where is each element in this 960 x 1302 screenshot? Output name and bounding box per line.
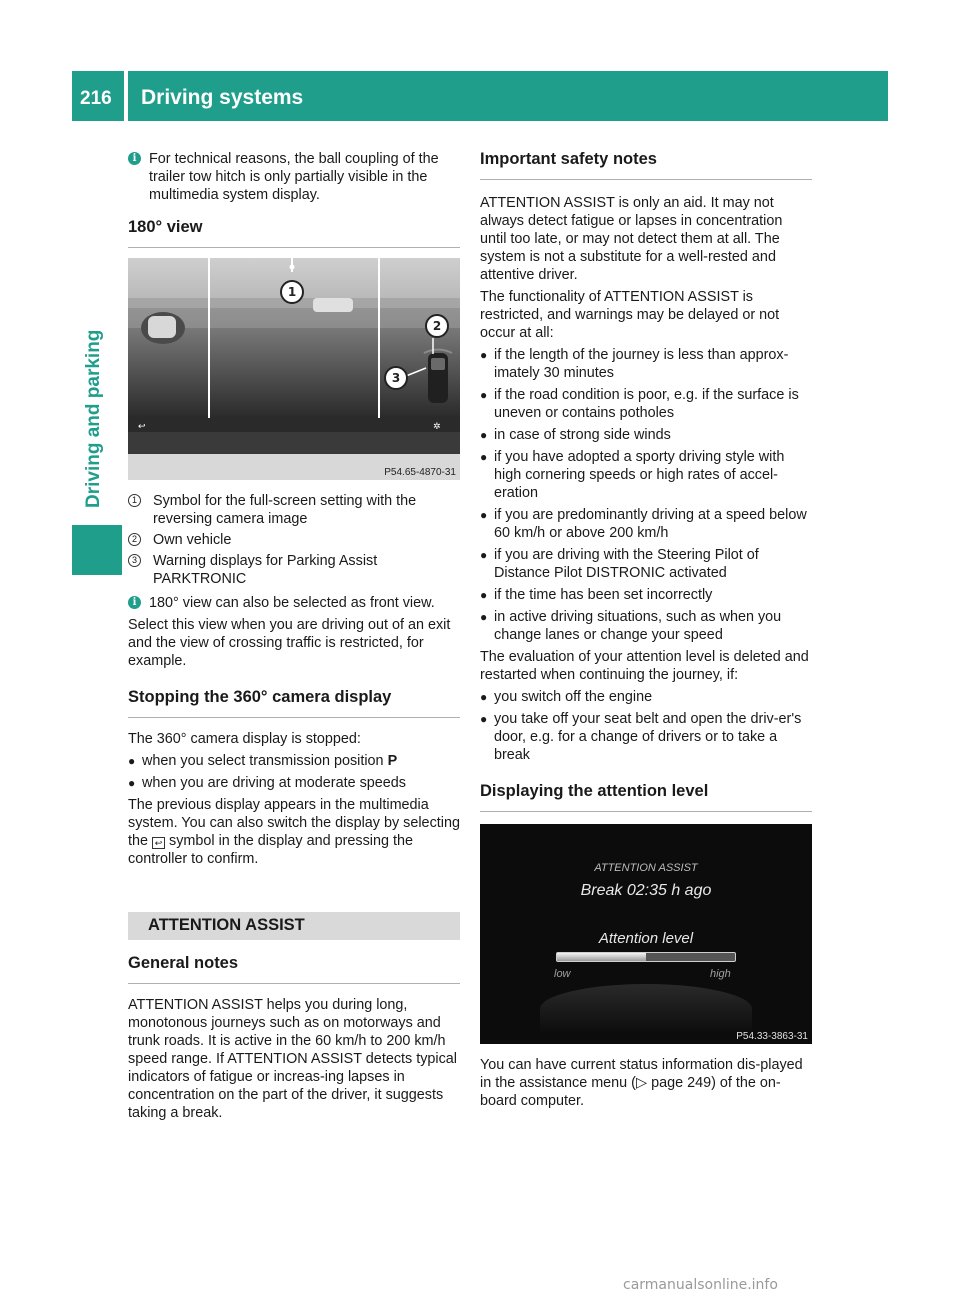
legend-item <box>128 552 460 588</box>
legend-text: Own vehicle <box>153 532 232 548</box>
list-item: ● if you are driving with the Steering Pilot of Distance Pilot DISTRONIC activated <box>480 547 759 581</box>
legend-text: Warning displays for Parking Assist PARKTRONIC <box>153 553 378 587</box>
left-column <box>128 150 460 1126</box>
restricted-conditions-list <box>480 346 812 644</box>
list-item: ● if you are predominantly driving at a speed below 60 km/h or above 200 km/h <box>480 507 807 541</box>
svg-text:↩: ↩ <box>138 422 146 432</box>
heading-stopping-display: Stopping the 360° camera display <box>128 688 460 718</box>
figure-180-view <box>128 258 460 480</box>
header-separator <box>124 71 128 121</box>
heading-general-notes: General notes <box>128 954 460 984</box>
side-chapter-label: Driving and parking <box>83 329 104 508</box>
list-item: ● if the road condition is poor, e.g. if the surface is uneven or contains potholes <box>480 387 799 421</box>
paragraph-general-notes: ATTENTION ASSIST helps you during long, monotonous journeys such as on motorways and trunk roads. It is active in the 60 km/h to 200 km/h speed range. If ATTENTION ASSIST detects typical indicators of fatigue or increas-ing lapses in concentration on the part of the driver, it suggests taking a break. <box>128 997 457 1121</box>
legend-number: 2 <box>128 533 141 546</box>
attention-level-bar <box>556 952 736 962</box>
legend-item <box>128 492 460 528</box>
right-column <box>480 150 812 1114</box>
attention-level-fill <box>557 953 646 961</box>
figure-attention-level <box>480 824 812 1044</box>
info-icon: i <box>128 596 141 609</box>
list-item: ● if the length of the journey is less than approx-imately 30 minutes <box>480 347 789 381</box>
list-item: ● you switch off the engine <box>480 689 653 705</box>
note-text: 180° view can also be selected as front view. <box>149 595 435 611</box>
list-item: ● if you have adopted a sporty driving style with high cornering speeds or high rates of accel-eration <box>480 449 785 501</box>
figure-legend <box>128 492 460 588</box>
footer-watermark: carmanualsonline.info <box>623 1277 778 1293</box>
screen-reflection <box>540 984 752 1034</box>
legend-item <box>128 531 460 549</box>
note-text: For technical reasons, the ball coupling of the trailer tow hitch is only partially visible in the multimedia system display. <box>149 151 439 203</box>
figure-caption: P54.65-4870-31 <box>384 467 456 478</box>
list-item: ● when you are driving at moderate speeds <box>128 775 406 791</box>
stop-conditions-list <box>128 752 460 792</box>
list-item: ● in case of strong side winds <box>480 427 671 443</box>
heading-180-view: 180° view <box>128 218 460 248</box>
back-symbol-icon: ↩ <box>152 837 165 849</box>
callout-2 <box>426 315 448 337</box>
page-reference-link[interactable]: page 249) of the on-board computer. <box>480 1075 781 1109</box>
heading-safety-notes: Important safety notes <box>480 150 812 180</box>
screen-brand: ATTENTION ASSIST <box>594 862 698 874</box>
legend-number: 3 <box>128 554 141 567</box>
list-item: ● when you select transmission position P <box>128 753 398 769</box>
legend-text: Symbol for the full-screen setting with the reversing camera image <box>153 493 417 527</box>
screen-low-label: low <box>554 968 571 980</box>
paragraph-only-an-aid: ATTENTION ASSIST is only an aid. It may not always detect fatigue or lapses in concentration until too late, or may not detect them at all. The system is not a substitute for a well-rested and attentive driver. <box>480 195 783 283</box>
screen-high-label: high <box>710 968 731 980</box>
heading-displaying-attention-level: Displaying the attention level <box>480 782 812 812</box>
screen-level-label: Attention level <box>598 930 694 947</box>
list-item: ● if the time has been set incorrectly <box>480 587 713 603</box>
svg-text:✲: ✲ <box>433 422 441 432</box>
info-note-ball-coupling <box>128 150 460 204</box>
header-title: Driving systems <box>141 86 304 109</box>
svg-text:2: 2 <box>432 319 442 333</box>
figure-caption: P54.33-3863-31 <box>736 1031 808 1042</box>
side-chapter-marker <box>72 525 122 575</box>
info-icon: i <box>128 152 141 165</box>
callout-3 <box>385 367 407 389</box>
page-number: 216 <box>80 88 112 109</box>
evaluation-conditions-list <box>480 688 812 764</box>
camera-image <box>128 258 460 480</box>
list-item: ● you take off your seat belt and open the driv-er's door, e.g. for a change of drivers or to take a break <box>480 711 802 763</box>
paragraph-evaluation-deleted: The evaluation of your attention level is deleted and restarted when continuing the journey, if: <box>480 649 809 683</box>
paragraph-display-stopped: The 360° camera display is stopped: <box>128 731 361 747</box>
svg-text:1: 1 <box>287 285 297 299</box>
info-note-front-view <box>128 594 460 612</box>
svg-text:3: 3 <box>391 371 401 385</box>
paragraph-status-info: You can have current status information dis-played in the assistance menu (▷ page 249) of the on-board computer. <box>480 1057 803 1109</box>
legend-number: 1 <box>128 494 141 507</box>
callout-1 <box>281 281 303 303</box>
section-title-attention-assist: ATTENTION ASSIST <box>128 912 460 940</box>
screen-break-time: Break 02:35 h ago <box>580 882 712 899</box>
paragraph-previous-display: The previous display appears in the multimedia system. You can also switch the display by selecting the ↩ symbol in the display and pressing the controller to confirm. <box>128 797 460 867</box>
paragraph-restricted: The functionality of ATTENTION ASSIST is restricted, and warnings may be delayed or not occur at all: <box>480 289 780 341</box>
page-reference-arrow-icon: ▷ <box>635 1075 648 1091</box>
paragraph-select-view: Select this view when you are driving out of an exit and the view of crossing traffic is restricted, for example. <box>128 617 451 669</box>
list-item: ● in active driving situations, such as when you change lanes or change your speed <box>480 609 782 643</box>
